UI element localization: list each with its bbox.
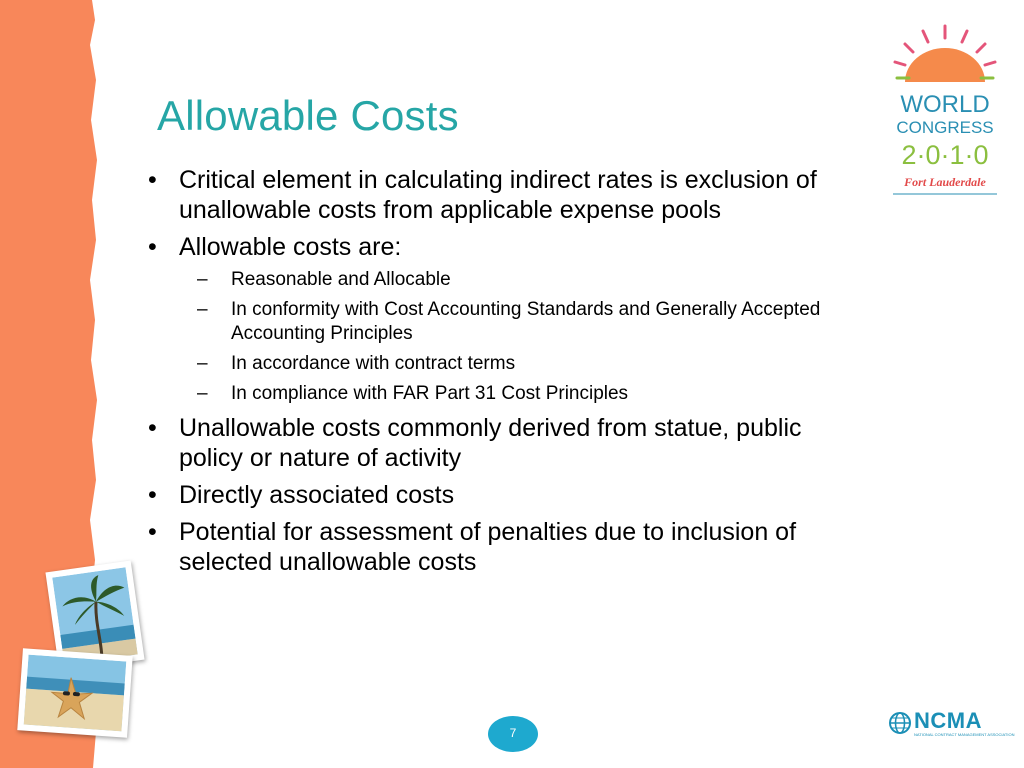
bullet-marker: • <box>148 518 157 546</box>
sun-logo-icon <box>895 26 995 82</box>
sub-bullet-text: Reasonable and Allocable <box>231 269 451 290</box>
sub-bullet-marker: – <box>197 383 208 404</box>
bullet-list <box>145 165 865 577</box>
logo-city-text: Fort Lauderdale <box>904 175 986 189</box>
sub-bullet-marker: – <box>197 353 208 374</box>
bullet-item <box>145 232 865 262</box>
logo-world-text: WORLD <box>900 91 990 118</box>
sub-bullet-marker: – <box>197 269 208 290</box>
bullet-text: Critical element in calculating indirect rates is exclusion of unallowable costs from applicable expense pools <box>179 166 817 224</box>
sub-bullet-item <box>145 352 865 376</box>
bullet-text: Unallowable costs commonly derived from statue, public policy or nature of activity <box>179 414 802 472</box>
ncma-name: NCMA <box>914 708 982 733</box>
world-congress-logo <box>885 20 1005 200</box>
logo-year-text: 2·0·1·0 <box>901 140 989 170</box>
globe-logo-icon <box>888 711 912 735</box>
palm-tree-photo-icon <box>52 567 138 664</box>
sub-bullet-item <box>145 298 865 346</box>
bullet-text: Allowable costs are: <box>179 233 402 261</box>
starfish-photo-icon <box>24 655 127 732</box>
bullet-item <box>145 165 865 225</box>
logo-congress-text: CONGRESS <box>896 118 994 137</box>
starfish-photo <box>17 648 132 737</box>
bullet-marker: • <box>148 414 157 442</box>
sub-bullet-item <box>145 268 865 292</box>
sub-bullet-text: In conformity with Cost Accounting Standards and Generally Accepted Accounting Principles <box>231 299 821 344</box>
ncma-logo <box>888 708 1015 742</box>
sub-bullet-marker: – <box>197 299 208 320</box>
slide-title: Allowable Costs <box>157 92 459 139</box>
bullet-item <box>145 517 865 577</box>
bullet-marker: • <box>148 233 157 261</box>
sub-bullet-item <box>145 382 865 406</box>
sub-bullet-text: In compliance with FAR Part 31 Cost Principles <box>231 383 629 404</box>
ncma-subtitle: NATIONAL CONTRACT MANAGEMENT ASSOCIATION <box>914 732 1015 737</box>
bullet-marker: • <box>148 166 157 194</box>
bullet-text: Directly associated costs <box>179 481 455 509</box>
bullet-item <box>145 413 865 473</box>
sub-bullet-text: In accordance with contract terms <box>231 353 516 374</box>
bullet-marker: • <box>148 481 157 509</box>
bullet-item <box>145 480 865 510</box>
page-number-badge: 7 <box>488 716 538 752</box>
bullet-text: Potential for assessment of penalties due to inclusion of selected unallowable costs <box>179 518 797 576</box>
